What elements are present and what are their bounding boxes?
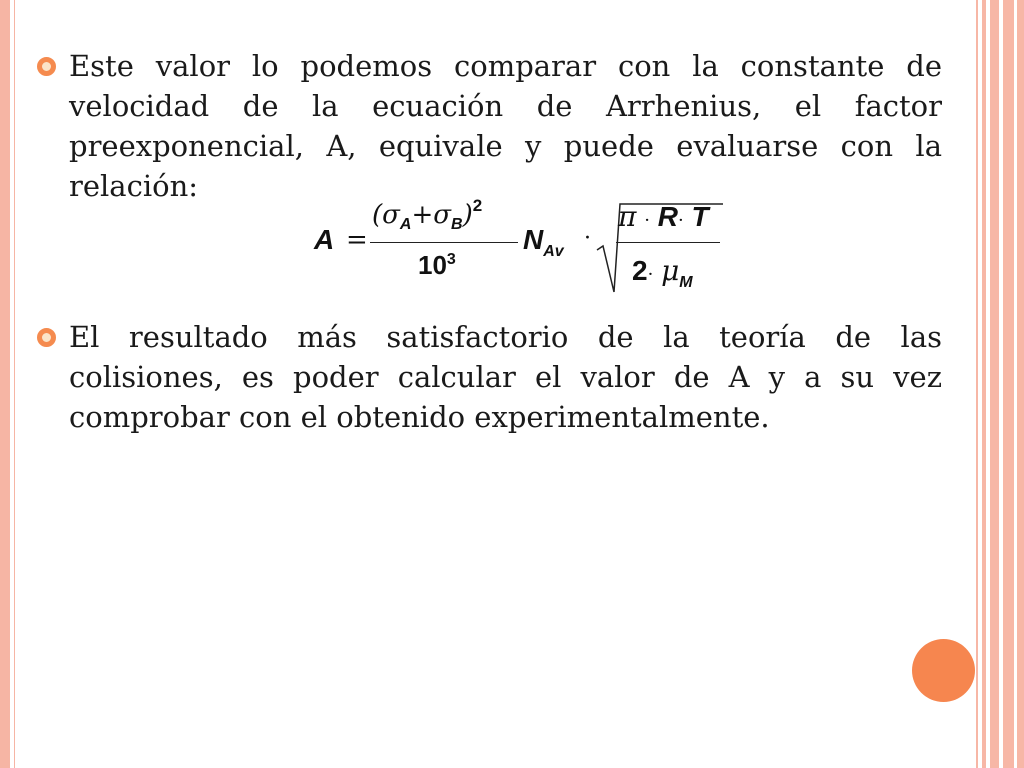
plus-sign: + bbox=[411, 200, 434, 230]
left-border-line bbox=[14, 0, 15, 768]
formula-lhs: A bbox=[314, 224, 335, 255]
mu-subscript: M bbox=[679, 274, 693, 291]
temperature-symbol: T bbox=[691, 201, 709, 232]
right-border-stripe bbox=[1017, 0, 1024, 768]
bullet-text-1: Este valor lo podemos comparar con la constante de velocidad de la ecuación de Arrhenius, el factor preexponencial, A, equivale y puede evaluarse con la relación: bbox=[69, 49, 942, 203]
gas-constant-symbol: R bbox=[657, 201, 678, 232]
multiply-dot: · bbox=[584, 226, 591, 251]
denominator-base: 10 bbox=[418, 250, 447, 280]
left-border-stripe bbox=[0, 0, 10, 768]
root-denominator bbox=[632, 254, 693, 291]
fraction-bar bbox=[370, 242, 518, 243]
mu-symbol: μ bbox=[661, 254, 680, 287]
avogadro-subscript: Av bbox=[543, 243, 564, 260]
sigma-subscript-b: B bbox=[451, 216, 463, 233]
pi-symbol: π bbox=[618, 200, 637, 233]
sigma-subscript-a: A bbox=[399, 216, 412, 233]
paren-close: ) bbox=[462, 200, 473, 230]
formula-numerator bbox=[372, 196, 483, 233]
sigma-symbol: σ bbox=[433, 200, 452, 230]
formula-equals: = bbox=[346, 225, 368, 255]
root-numerator bbox=[618, 200, 709, 233]
multiply-dot: · bbox=[647, 264, 654, 285]
bullet-icon bbox=[37, 57, 56, 76]
paren-open: ( bbox=[372, 200, 383, 230]
multiply-dot: · bbox=[677, 210, 684, 231]
avogadro-symbol: N bbox=[523, 224, 544, 255]
root-fraction-bar bbox=[616, 242, 720, 243]
right-border-stripe bbox=[990, 0, 999, 768]
sigma-symbol: σ bbox=[382, 200, 400, 230]
right-border-stripe bbox=[976, 0, 978, 768]
right-border-stripe bbox=[1003, 0, 1014, 768]
decorative-circle bbox=[912, 639, 975, 702]
avogadro-term bbox=[523, 224, 564, 260]
bullet-text-2: El resultado más satisfactorio de la teoría de las colisiones, es poder calcular el valor de A y a su vez comprobar con el obtenido experimentalmente. bbox=[69, 320, 942, 434]
bullet-icon bbox=[37, 328, 56, 347]
numerator-exponent: 2 bbox=[472, 196, 483, 215]
two-factor: 2 bbox=[632, 255, 648, 286]
multiply-dot: · bbox=[644, 210, 650, 231]
formula-denominator bbox=[418, 250, 456, 281]
arrhenius-factor-formula bbox=[310, 196, 730, 300]
denominator-exponent: 3 bbox=[446, 251, 456, 268]
right-border-stripe bbox=[982, 0, 986, 768]
